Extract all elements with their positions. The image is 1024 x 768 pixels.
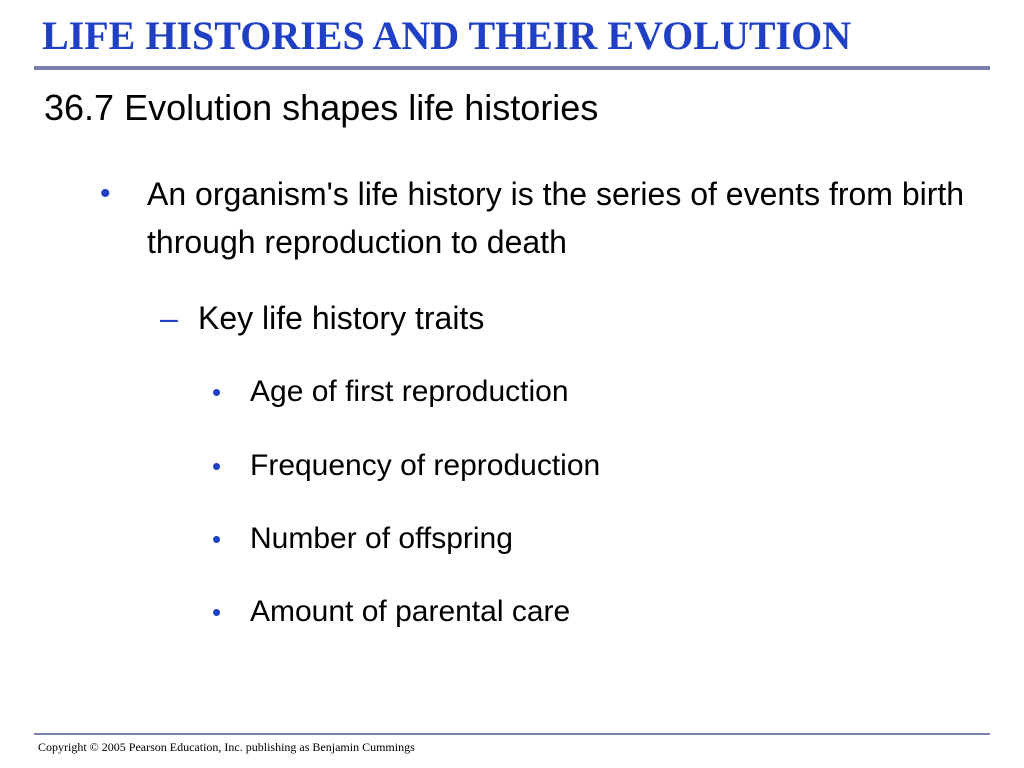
bullet-dot-icon: •	[212, 451, 222, 481]
trait-text: Frequency of reproduction	[250, 449, 601, 482]
sub-bullet-text: Key life history traits	[198, 300, 485, 336]
trait-text: Number of offspring	[250, 522, 513, 555]
dash-bullet-icon: –	[160, 300, 178, 336]
bullet-dot-icon: •	[212, 597, 222, 627]
bullet-dot-icon: •	[100, 177, 111, 210]
bullet-text: An organism's life history is the series of events from birth through reproduction to death	[147, 176, 965, 260]
slide-subtitle: 36.7 Evolution shapes life histories	[44, 87, 599, 128]
bullet-dot-icon: •	[212, 377, 222, 407]
bullet-dot-icon: •	[212, 524, 222, 554]
footer-divider	[34, 733, 990, 735]
trait-text: Amount of parental care	[250, 595, 571, 628]
slide-title: LIFE HISTORIES AND THEIR EVOLUTION	[42, 13, 852, 58]
copyright-footer: Copyright © 2005 Pearson Education, Inc. publishing as Benjamin Cummings	[38, 740, 415, 754]
trait-text: Age of first reproduction	[250, 375, 569, 408]
title-divider	[34, 66, 990, 70]
